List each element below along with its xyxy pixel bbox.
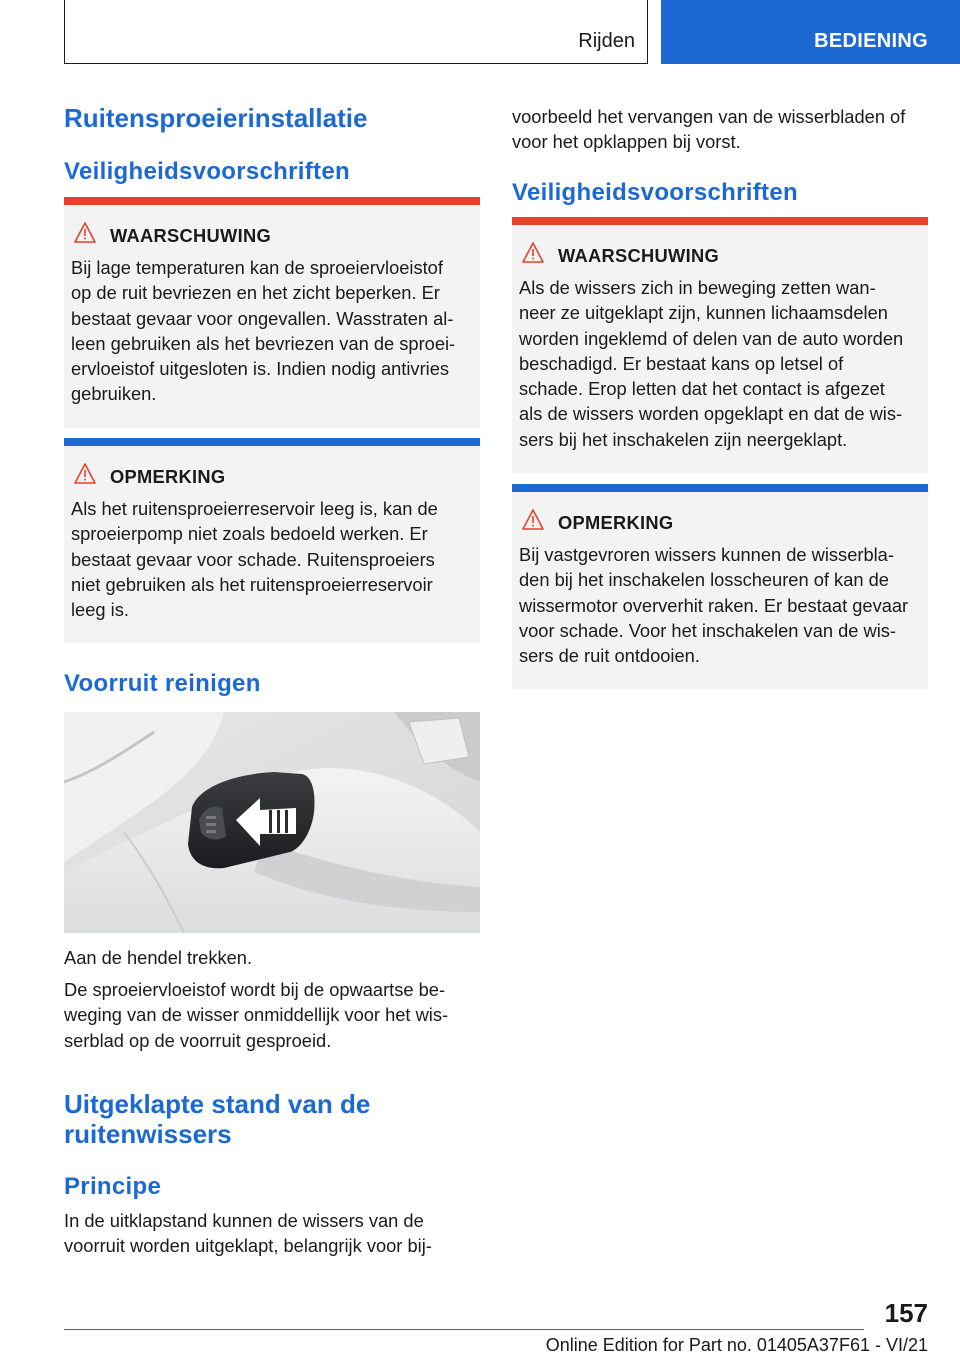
- warning-box-left: [64, 197, 480, 428]
- warning-triangle-icon: [74, 463, 96, 484]
- warning-triangle-icon: [522, 242, 544, 263]
- warning-text: Bij lage temperaturen kan de sproeiervloeistof op de ruit bevriezen en het zicht beperken. Er bestaat gevaar voor ongevallen. Wasstraten al‐ leen gebruiken als het bevriezen van de sproei‐ ervloeistof uitgesloten is. Indien nodig antivries gebruiken.: [71, 257, 456, 405]
- warning-box-right: [512, 217, 928, 473]
- warning-text: Als de wissers zich in beweging zetten wan‐ neer ze uitgeklapt zijn, kunnen lichaamsdelen worden ingeklemd of delen van de auto worden beschadigd. Er bestaat kans op letsel of schade. Erop letten dat het contact is afgezet als de wissers worden opgeklapt en dat de wis‐ sers bij het inschakelen zijn neergeklapt.: [519, 277, 904, 450]
- header-section-label: Rijden: [578, 30, 635, 52]
- note-text: Bij vastgevroren wissers kunnen de wisserbla‐ den bij het inschakelen losscheuren of kan de wissermotor oververhit raken. Er bestaat gevaar voor schade. Voor het inschakelen van de wis‐ sers de ruit ontdooien.: [519, 544, 909, 667]
- warning-title: WAARSCHUWING: [558, 245, 720, 266]
- clean-windshield-heading: Voorruit reinigen: [64, 670, 261, 697]
- header-section-box: [64, 0, 648, 64]
- footer-divider: [64, 1329, 864, 1330]
- header-chapter-label: BEDIENING: [814, 30, 928, 52]
- note-box-right: [512, 484, 928, 689]
- warning-title: WAARSCHUWING: [110, 225, 272, 246]
- page-title: Ruitensproeierinstallatie: [64, 103, 368, 133]
- page-number: 157: [884, 1298, 928, 1328]
- principle-text: In de uitklapstand kunnen de wissers van de voorruit worden uitgeklapt, belangrijk voor bij‐: [64, 1210, 432, 1257]
- safety-heading-right: Veiligheidsvoorschriften: [512, 179, 798, 206]
- wiper-lever-illustration: [64, 712, 480, 933]
- folded-position-heading: Uitgeklapte stand van de ruitenwissers: [64, 1089, 371, 1149]
- warning-triangle-icon: [522, 509, 544, 530]
- note-title: OPMERKING: [110, 466, 226, 487]
- note-box-left: [64, 438, 480, 643]
- note-text: Als het ruitensproeierreservoir leeg is, kan de sproeierpomp niet zoals bedoeld werken. Er bestaat gevaar voor schade. Ruitensproeiers niet gebruiken als het ruitensproeierreservoir leeg is.: [71, 498, 438, 621]
- pull-lever-text: Aan de hendel trekken.: [64, 947, 253, 968]
- spray-text: De sproeiervloeistof wordt bij de opwaartse be‐ weging van de wisser onmiddellijk voor het wis‐ serblad op de voorruit gesproeid.: [64, 979, 449, 1051]
- header-chapter-tab: [661, 0, 960, 64]
- principle-heading: Principe: [64, 1173, 162, 1200]
- principle-continued-text: voorbeeld het vervangen van de wisserbladen of voor het opklappen bij vorst.: [512, 106, 906, 153]
- safety-heading-left: Veiligheidsvoorschriften: [64, 158, 350, 185]
- footer-edition-text: Online Edition for Part no. 01405A37F61 - VI/21: [545, 1335, 928, 1355]
- note-title: OPMERKING: [558, 512, 674, 533]
- warning-triangle-icon: [74, 222, 96, 243]
